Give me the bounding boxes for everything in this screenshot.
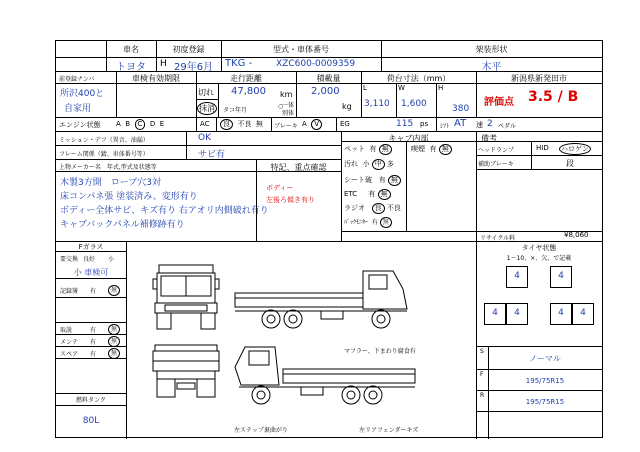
tire-r-label: R xyxy=(480,392,485,399)
first-reg-value: 29年6月 xyxy=(174,62,214,73)
tire-front-left-value: 4 xyxy=(514,271,520,281)
tire-rear-right-inner-value: 4 xyxy=(558,308,564,318)
special-item-2: 左後ろ傾き有り xyxy=(266,196,315,204)
truck-front-view xyxy=(151,259,221,337)
headlamp-label: ヘッドランプ xyxy=(478,147,515,154)
manual-yes: 有 xyxy=(90,327,97,334)
frame-label: フレーム関係（錆、車体番号等） xyxy=(59,151,149,158)
cab-smoke: 喫煙 有 無 xyxy=(411,144,452,155)
dim-w-value: 1,600 xyxy=(401,99,427,109)
eg-label: EG xyxy=(340,120,350,128)
dims-label: 荷台寸法（mm） xyxy=(386,74,451,83)
mission-value: OK xyxy=(198,133,211,143)
manual-label: 取説 xyxy=(60,327,73,334)
engine-label: エンジン状態 xyxy=(59,121,101,129)
frame-value: サビ有 xyxy=(198,150,226,160)
note-line-2: 床コンパネ張 塗装済み、変形有り xyxy=(60,192,198,202)
fglass-exchange-label: 要交換 xyxy=(60,256,79,263)
trans-value: AT xyxy=(454,118,467,129)
fglass-small-label: 小 xyxy=(108,256,115,263)
dim-w-label: W xyxy=(398,84,405,92)
tire-f-label: F xyxy=(480,371,484,378)
tires-title: タイヤ状態 xyxy=(521,244,557,252)
truck-left-side-view xyxy=(231,263,421,335)
note-muffler: マフラー、下まわり腐食有 xyxy=(344,348,416,355)
note-line-3: ボディー全体サビ、キズ有り 右アオリ内側破れ有り xyxy=(60,206,269,216)
ichitai-label: 一体 xyxy=(282,102,295,109)
cab-backmonitor: ﾊﾞｯｸﾓﾆﾀｰ 有 無 xyxy=(344,217,392,228)
engine-grade-selected: C xyxy=(135,119,146,130)
spare-no: 無 xyxy=(108,348,120,359)
tires-subtitle: 1〜10、×、欠、で記載 xyxy=(506,255,572,262)
tire-f-size: 195/75R15 xyxy=(525,377,565,385)
maint-yes: 有 xyxy=(90,339,97,346)
capacity-label: 積載量 xyxy=(316,74,341,83)
manual-no: 無 xyxy=(108,324,120,335)
plate-line1: 所沢400と xyxy=(60,89,105,99)
expired-label: 切れ xyxy=(198,88,214,97)
dim-h-label: H xyxy=(438,84,444,92)
body-label: 架装形状 xyxy=(475,45,508,54)
meter-change-label: タコ年月 xyxy=(223,107,248,114)
score-value: 3.5 / B xyxy=(528,89,579,105)
special-label: 特記、重点確認 xyxy=(270,163,327,172)
aux-brake-label: 補助ブレーキ xyxy=(478,161,514,168)
mileage-value: 47,800 xyxy=(231,86,266,97)
remarks-label: 備考 xyxy=(481,134,497,143)
truck-rear-view xyxy=(151,341,221,403)
fglass-note: 小 車検可 xyxy=(73,268,109,277)
record-yes: 有 xyxy=(90,288,97,295)
ps-unit: ps xyxy=(420,120,429,128)
cab-pet: ペット 有 無 xyxy=(344,144,392,155)
tire-rear-right-outer-value: 4 xyxy=(580,308,586,318)
tire-type: ノーマル xyxy=(529,354,561,363)
plate-line2: 自家用 xyxy=(64,104,92,114)
first-reg-label: 初度登録 xyxy=(172,45,205,54)
ac-label: AC xyxy=(200,120,210,128)
model-label: 型式・車体番号 xyxy=(273,45,329,54)
auction-sheet xyxy=(55,40,603,438)
note-line-1: 木製3方開 ロープ穴3対 xyxy=(60,178,162,188)
pedal-label: ペダル xyxy=(498,123,517,130)
dim-l-label: L xyxy=(363,84,367,92)
betsutai-label: 別体 xyxy=(282,110,295,117)
brake-options: A V xyxy=(302,119,322,130)
model-prefix: TKG - xyxy=(225,58,253,69)
hid-label: HID xyxy=(536,144,549,152)
cab-dirt: 汚れ 小 中 多 xyxy=(344,160,394,168)
note-line-4: キャブバックパネル補修跡有り xyxy=(60,220,185,230)
km-unit: km xyxy=(280,90,293,99)
tire-rear-left-outer-value: 4 xyxy=(492,308,498,318)
era-value: H xyxy=(160,59,167,69)
location: 新潟県新発田市 xyxy=(511,74,567,83)
meter-circle-mark: ○ xyxy=(278,103,284,110)
dim-l-value: 3,110 xyxy=(364,99,390,109)
erased-label: 抹消 xyxy=(199,104,215,113)
halogen-label: ハロゲン xyxy=(561,145,589,153)
recycle-label: リサイクル料 xyxy=(480,235,516,242)
cab-seat: シート破 有 無 xyxy=(344,175,401,186)
cab-etc: ETC 有 無 xyxy=(344,189,391,200)
upper-maker-label: 上物メーカー名 年式,型式及状態等 xyxy=(59,164,157,171)
dim-h-value: 380 xyxy=(452,104,470,114)
trans-prefix: ｼﾌﾄ xyxy=(440,123,450,130)
speed-value: 2 xyxy=(487,119,493,129)
body-type: 木平 xyxy=(481,62,502,73)
note-rear-fender: 左リアフェンダーキズ xyxy=(359,427,419,434)
special-item-1: ボディー xyxy=(266,184,294,192)
spare-label: スペア xyxy=(60,351,79,358)
mission-label: ミッション・デフ（異音、油漏） xyxy=(59,137,149,144)
maint-label: メンテ xyxy=(60,339,79,346)
maker-value: トヨタ xyxy=(116,62,146,73)
tire-rear-left-inner-value: 4 xyxy=(514,308,520,318)
inspection-label: 車検有効期限 xyxy=(132,74,180,83)
fglass-good-label: 良好 xyxy=(83,256,96,263)
note-left-step: 左ステップ裏曲がり xyxy=(234,427,288,434)
cab-label: キャブ内部 xyxy=(388,134,429,143)
fuel-value: 80L xyxy=(82,416,100,426)
tire-r-size: 195/75R15 xyxy=(525,398,565,406)
ac-options: 良 不良 無 xyxy=(220,119,263,130)
score-label: 評価点 xyxy=(484,97,514,108)
spare-yes: 有 xyxy=(90,351,97,358)
chassis-number: XZC600-0009359 xyxy=(276,59,356,69)
tire-front-right-value: 4 xyxy=(558,271,564,281)
maint-no: 無 xyxy=(108,336,120,347)
record-label: 記録簿 xyxy=(60,288,79,295)
maker-label: 車名 xyxy=(123,45,139,54)
tire-s-label: S xyxy=(480,348,484,355)
engine-grades: A B C D E xyxy=(116,120,165,128)
eg-value: 115 xyxy=(396,119,414,129)
fglass-label: Fガラス xyxy=(78,243,104,251)
fuel-label: 燃料タンク xyxy=(76,397,106,404)
record-no: 無 xyxy=(108,285,120,296)
aux-brake-value: 段 xyxy=(566,159,574,168)
speed-label: 速 xyxy=(476,121,483,129)
plate-label: 前登録ナンバ xyxy=(59,76,95,83)
cab-radio: ラジオ 良 不良 xyxy=(344,204,401,212)
mileage-label: 走行距離 xyxy=(230,74,262,83)
recycle-value: ¥8,060 xyxy=(564,231,589,239)
capacity-value: 2,000 xyxy=(311,86,340,97)
kg-unit: kg xyxy=(342,102,352,111)
brake-label: ブレーキ xyxy=(274,123,298,130)
